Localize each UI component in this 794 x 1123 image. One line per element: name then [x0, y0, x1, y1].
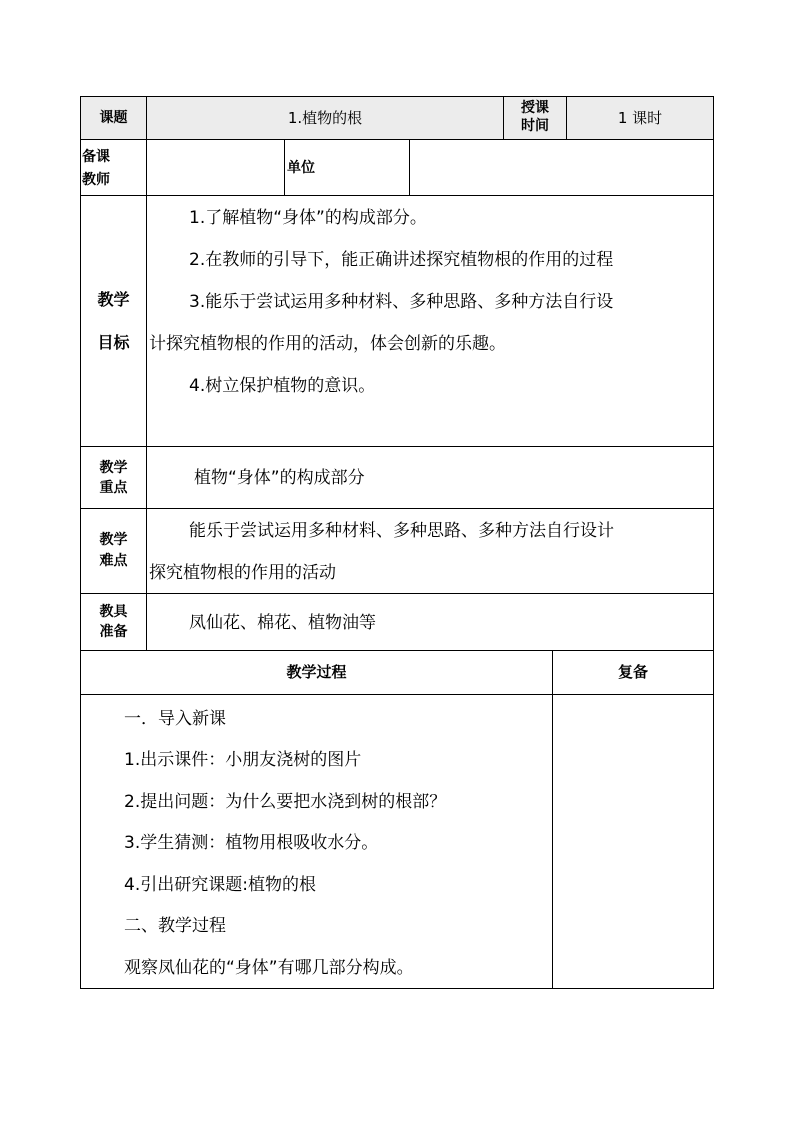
- focus-label-line1: 教学: [99, 460, 128, 476]
- table-border: [80, 195, 714, 196]
- time-value: 1 课时: [617, 109, 663, 127]
- table-border: [284, 139, 285, 196]
- process-line: 二、教学过程: [124, 916, 226, 936]
- goal-line: 计探究植物根的作用的活动，体会创新的乐趣。: [149, 334, 506, 354]
- process-line: 1.出示课件：小朋友浇树的图片: [124, 750, 362, 770]
- goal-line: 3.能乐于尝试运用多种材料、多种思路、多种方法自行设: [189, 292, 614, 312]
- tools-text: 凤仙花、棉花、植物油等: [189, 613, 376, 633]
- difficulty-text-line1: 能乐于尝试运用多种材料、多种思路、多种方法自行设计: [189, 521, 614, 541]
- table-border: [80, 446, 714, 447]
- table-border: [713, 96, 714, 989]
- table-border: [80, 593, 714, 594]
- table-border: [80, 508, 714, 509]
- tools-label-line2: 准备: [99, 624, 128, 640]
- process-line: 一．导入新课: [124, 709, 226, 729]
- process-header: 教学过程: [286, 663, 347, 681]
- goal-line: 2.在教师的引导下，能正确讲述探究植物根的作用的过程: [189, 250, 614, 270]
- focus-text: 植物“身体”的构成部分: [194, 468, 365, 488]
- teacher-name-field[interactable]: [147, 140, 284, 195]
- difficulty-label-line2: 难点: [99, 553, 128, 569]
- focus-label-line2: 重点: [99, 480, 128, 496]
- process-line: 观察凤仙花的“身体”有哪几部分构成。: [124, 958, 414, 978]
- process-line: 2.提出问题：为什么要把水浇到树的根部？: [124, 792, 447, 812]
- teacher-label-line1: 备课: [82, 149, 110, 165]
- goal-line: 4.树立保护植物的意识。: [189, 376, 376, 396]
- table-border: [80, 650, 714, 651]
- difficulty-text-line2: 探究植物根的作用的活动: [149, 563, 336, 583]
- topic-label: 课题: [99, 110, 128, 126]
- goals-label-line2: 目标: [97, 333, 130, 352]
- time-label-line2: 时间: [521, 118, 549, 134]
- time-label-line1: 授课: [521, 100, 549, 116]
- goal-line: 1.了解植物“身体”的构成部分。: [189, 208, 427, 228]
- teacher-label-line2: 教师: [82, 172, 110, 188]
- unit-field[interactable]: [410, 140, 713, 195]
- difficulty-label-line1: 教学: [99, 532, 128, 548]
- table-border: [80, 988, 714, 989]
- process-line: 4.引出研究课题:植物的根: [124, 875, 316, 895]
- tools-label-line1: 教具: [99, 604, 128, 620]
- review-notes-field[interactable]: [553, 695, 713, 988]
- topic-value: 1.植物的根: [287, 109, 363, 127]
- goals-label-line1: 教学: [97, 290, 130, 309]
- process-line: 3.学生猜测：植物用根吸收水分。: [124, 833, 379, 853]
- review-header: 复备: [617, 663, 648, 681]
- table-border: [80, 96, 714, 97]
- unit-label: 单位: [287, 160, 315, 176]
